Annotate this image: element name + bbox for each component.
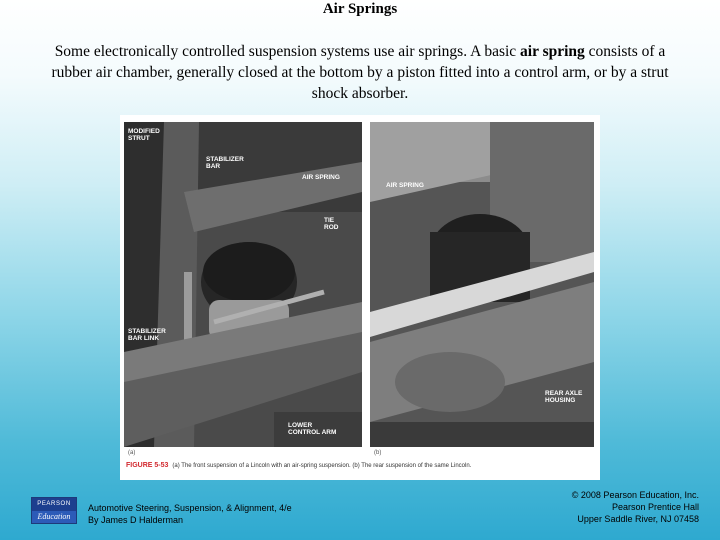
panel-tag-b: (b) xyxy=(374,450,382,456)
body-text-emphasis: air spring xyxy=(520,43,585,60)
photo-rear-suspension xyxy=(370,122,594,447)
footer-publisher: Pearson Prentice Hall xyxy=(611,502,699,512)
footer-copyright: © 2008 Pearson Education, Inc. xyxy=(571,490,699,500)
callout-air-spring-b: AIR SPRING xyxy=(386,182,424,189)
figure-caption-text: (a) The front suspension of a Lincoln with an air-spring suspension. (b) The rear suspension of the same Lincoln. xyxy=(172,463,472,469)
figure-panel xyxy=(120,115,600,480)
figure-number: FIGURE 5-53 xyxy=(126,462,169,469)
logo-top-text: PEARSON xyxy=(32,498,76,511)
slide-title: Air Springs xyxy=(322,1,398,17)
logo-bottom-text: Education xyxy=(32,511,76,523)
body-text-part-1: Some electronically controlled suspension systems use air springs. A basic xyxy=(54,43,521,60)
photo-front-suspension xyxy=(124,122,362,447)
pearson-education-logo xyxy=(31,497,77,524)
callout-rear-axle-housing: REAR AXLE HOUSING xyxy=(545,390,583,404)
figure-caption xyxy=(126,462,596,469)
panel-tag-a: (a) xyxy=(128,450,136,456)
slide-body-text xyxy=(50,41,670,104)
callout-air-spring-a: AIR SPRING xyxy=(302,174,340,181)
footer-copyright-info xyxy=(572,489,699,525)
front-suspension-photo-drawing xyxy=(124,122,362,447)
callout-stabilizer-bar: STABILIZER BAR xyxy=(206,156,244,170)
footer-author: By James D Halderman xyxy=(88,515,184,525)
callout-modified-strut: MODIFIED STRUT xyxy=(128,128,160,142)
footer-book-title: Automotive Steering, Suspension, & Alignment, 4/e xyxy=(88,503,292,513)
footer-location: Upper Saddle River, NJ 07458 xyxy=(577,514,699,524)
callout-stabilizer-bar-link: STABILIZER BAR LINK xyxy=(128,328,166,342)
body-text-part-2: consists of a rubber air chamber, generally closed at the bottom by a piston fitted into a control arm, or by a strut shock absorber. xyxy=(51,43,669,102)
footer-book-info xyxy=(88,502,292,526)
callout-lower-control-arm: LOWER CONTROL ARM xyxy=(288,422,337,436)
callout-tie-rod: TIE ROD xyxy=(324,217,339,231)
